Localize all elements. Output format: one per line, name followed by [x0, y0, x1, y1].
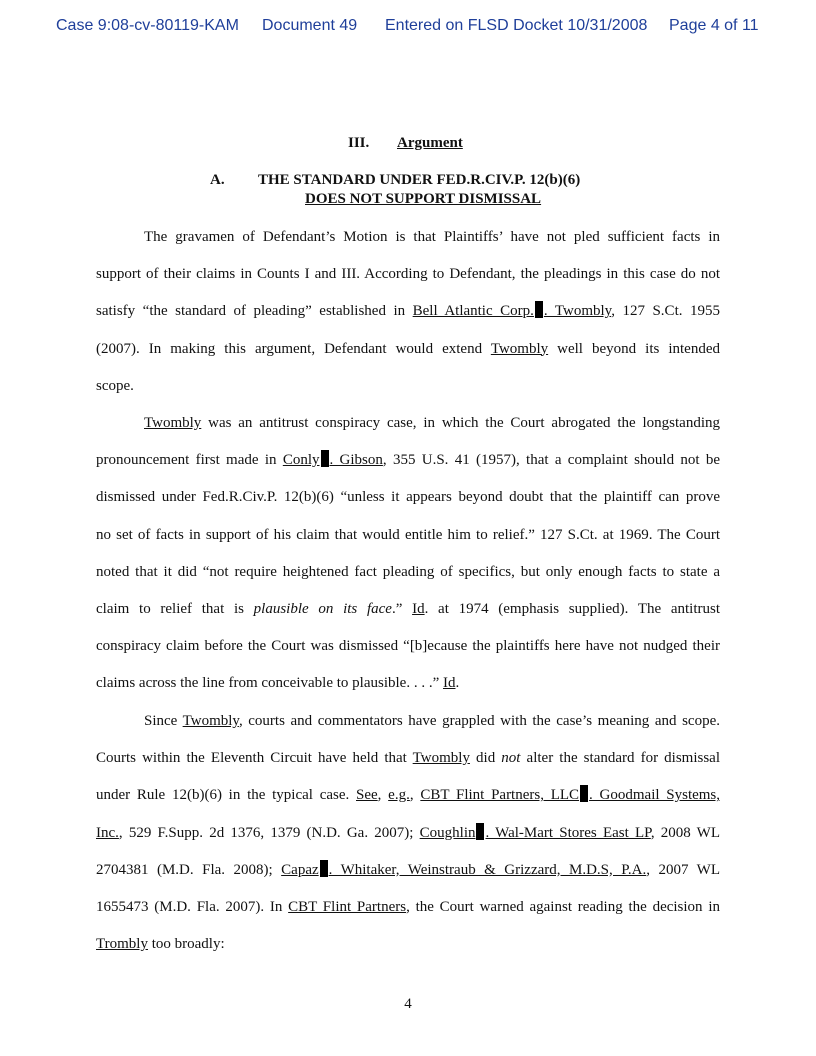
redaction-block — [580, 785, 588, 802]
text-line: pronouncement first made in Conly . Gibson, 355 U.S. 41 (1957), that a complaint should not be — [96, 452, 720, 469]
case-citation: Capaz — [281, 861, 319, 878]
text-line: scope. — [96, 377, 134, 394]
case-citation: Coughlin — [419, 824, 476, 841]
text-line: support of their claims in Counts I and III. According to Defendant, the pleadings in this case do not — [96, 266, 720, 283]
paragraph-1 — [96, 219, 720, 405]
case-citation: Trombly — [96, 936, 148, 953]
redaction-block — [320, 860, 328, 877]
case-citation: . Wal-Mart Stores East LP — [485, 824, 651, 841]
redaction-block — [321, 450, 329, 467]
docket-entry: Entered on FLSD Docket 10/31/2008 — [385, 17, 648, 34]
signal-see: See — [356, 787, 378, 804]
text-line: Trombly too broadly: — [96, 936, 225, 953]
id-citation: Id — [442, 675, 456, 692]
case-citation: Bell Atlantic Corp. — [412, 303, 534, 320]
id-citation: Id — [412, 600, 425, 617]
text-line: The gravamen of Defendant’s Motion is that Plaintiffs’ have not pled sufficient facts in — [144, 229, 720, 245]
case-citation: Conly — [282, 452, 320, 469]
text-line: under Rule 12(b)(6) in the typical case. See, e.g., CBT Flint Partners, LLC . Goodmail Systems, — [96, 787, 720, 804]
text-line: 1655473 (M.D. Fla. 2007). In CBT Flint Partners, the Court warned against reading the decision in — [96, 898, 720, 915]
subsection-title-line1: THE STANDARD UNDER FED.R.CIV.P. 12(b)(6) — [258, 172, 581, 188]
emphasis: not — [501, 750, 521, 767]
text-line: no set of facts in support of his claim that would entitle him to relief.” 127 S.Ct. at 1969. The Court — [96, 526, 720, 543]
case-citation: Twombly — [490, 340, 549, 357]
text-line: satisfy “the standard of pleading” established in Bell Atlantic Corp. . Twombly, 127 S.Ct. 1955 — [96, 303, 720, 320]
page-count: Page 4 of 11 — [669, 17, 759, 34]
case-citation: . Twombly — [543, 303, 612, 320]
case-citation: Inc. — [96, 824, 119, 841]
section-title: Argument — [397, 135, 463, 151]
text-line: Inc., 529 F.Supp. 2d 1376, 1379 (N.D. Ga. 2007); Coughlin . Wal-Mart Stores East LP, 2008 WL — [96, 824, 720, 841]
case-citation: Twombly — [412, 750, 470, 767]
emphasis: plausible on its face — [253, 600, 392, 617]
text-line: conspiracy claim before the Court was dismissed “[b]ecause the plaintiffs here have not nudged their — [96, 638, 720, 655]
case-citation: . Whitaker, Weinstraub & Grizzard, M.D.S, P.A. — [328, 861, 647, 878]
paragraph-2 — [96, 405, 720, 703]
case-citation: . Gibson — [329, 452, 383, 469]
text-line: 2704381 (M.D. Fla. 2008); Capaz . Whitaker, Weinstraub & Grizzard, M.D.S, P.A., 2007 WL — [96, 861, 720, 878]
text-line: Since Twombly, courts and commentators have grappled with the case’s meaning and scope. — [144, 713, 720, 729]
document-number: Document 49 — [262, 17, 358, 34]
signal-eg: e.g. — [388, 787, 410, 804]
text-line: dismissed under Fed.R.Civ.P. 12(b)(6) “unless it appears beyond doubt that the plaintiff can prove — [96, 489, 720, 506]
case-citation: Twombly — [182, 713, 239, 729]
text-line: noted that it did “not require heightened fact pleading of specifics, but only enough facts to state a — [96, 563, 720, 580]
page-number: 4 — [404, 996, 412, 1012]
section-number: III. — [348, 135, 370, 151]
case-citation: Twombly — [144, 415, 202, 431]
case-citation: . Goodmail Systems, — [589, 787, 720, 804]
subsection-title-line2: DOES NOT SUPPORT DISMISSAL — [305, 191, 542, 207]
redaction-block — [535, 301, 543, 318]
case-citation: CBT Flint Partners, LLC — [420, 787, 580, 804]
case-citation: CBT Flint Partners — [288, 898, 407, 915]
text-line: Twombly was an antitrust conspiracy case, in which the Court abrogated the longstanding — [144, 415, 720, 431]
text-line: claim to relief that is plausible on its face.” Id. at 1974 (emphasis supplied). The antitrust — [96, 600, 720, 617]
redaction-block — [476, 823, 484, 840]
text-line: claims across the line from conceivable to plausible. . . .” Id. — [96, 675, 460, 692]
subsection-letter: A. — [210, 172, 225, 188]
text-line: (2007). In making this argument, Defendant would extend Twombly well beyond its intended — [96, 340, 720, 357]
paragraph-3 — [96, 703, 720, 963]
text-line: Courts within the Eleventh Circuit have held that Twombly did not alter the standard for dismissal — [96, 750, 720, 767]
case-number: Case 9:08-cv-80119-KAM — [56, 17, 239, 34]
